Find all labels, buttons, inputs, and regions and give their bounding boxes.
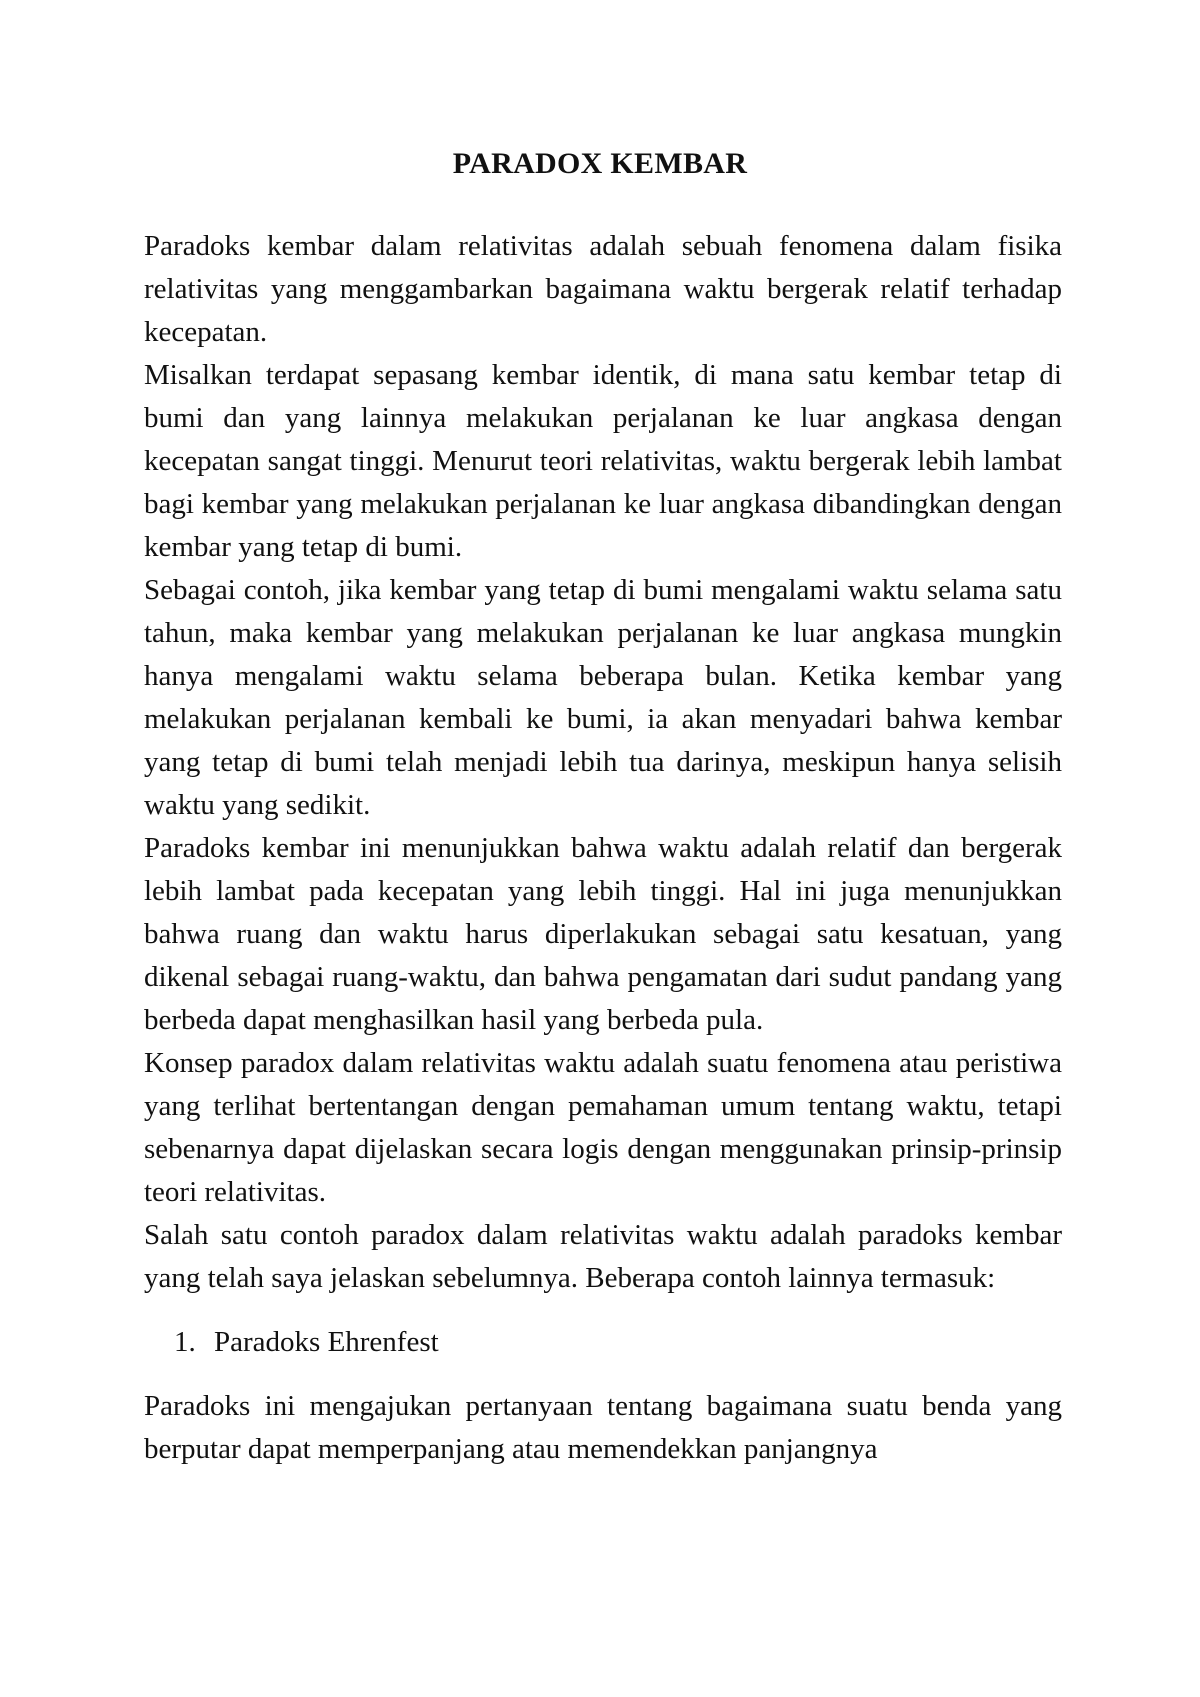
paragraph-3: Sebagai contoh, jika kembar yang tetap di bumi mengalami waktu selama satu tahun, maka kembar yang melakukan perjalanan ke luar angkasa mungkin hanya mengalami waktu selama beberapa bulan. Ketika kembar yang melakukan perjalanan kembali ke bumi, ia akan menyadari bahwa kembar yang tetap di bumi telah menjadi lebih tua darinya, meskipun hanya selisih waktu yang sedikit. <box>144 574 1062 821</box>
paragraph-5: Konsep paradox dalam relativitas waktu adalah suatu fenomena atau peristiwa yang terlihat bertentangan dengan pemahaman umum tentang waktu, tetapi sebenarnya dapat dijelaskan secara logis dengan menggunakan prinsip-prinsip teori relativitas. <box>144 1047 1062 1208</box>
list-item-number: 1. <box>174 1326 196 1358</box>
paragraph-4: Paradoks kembar ini menunjukkan bahwa waktu adalah relatif dan bergerak lebih lambat pada kecepatan yang lebih tinggi. Hal ini juga menunjukkan bahwa ruang dan waktu harus diperlakukan sebagai satu kesatuan, yang dikenal sebagai ruang-waktu, dan bahwa pengamatan dari sudut pandang yang berbeda dapat menghasilkan hasil yang berbeda pula. <box>144 832 1062 1036</box>
paragraph-2: Misalkan terdapat sepasang kembar identik, di mana satu kembar tetap di bumi dan yang lainnya melakukan perjalanan ke luar angkasa dengan kecepatan sangat tinggi. Menurut teori relativitas, waktu bergerak lebih lambat bagi kembar yang melakukan perjalanan ke luar angkasa dibandingkan dengan kembar yang tetap di bumi. <box>144 359 1062 563</box>
document-body <box>144 225 1062 1471</box>
numbered-list <box>144 1321 1062 1364</box>
paragraph-after-list: Paradoks ini mengajukan pertanyaan tentang bagaimana suatu benda yang berputar dapat memperpanjang atau memendekkan panjangnya <box>144 1390 1062 1465</box>
paragraph-1: Paradoks kembar dalam relativitas adalah sebuah fenomena dalam fisika relativitas yang menggambarkan bagaimana waktu bergerak relatif terhadap kecepatan. <box>144 230 1062 348</box>
document-title: PARADOX KEMBAR <box>452 147 748 180</box>
paragraph-6: Salah satu contoh paradox dalam relativitas waktu adalah paradoks kembar yang telah saya jelaskan sebelumnya. Beberapa contoh lainnya termasuk: <box>144 1219 1062 1294</box>
list-item-text: Paradoks Ehrenfest <box>214 1326 439 1358</box>
list-item <box>144 1321 1062 1364</box>
